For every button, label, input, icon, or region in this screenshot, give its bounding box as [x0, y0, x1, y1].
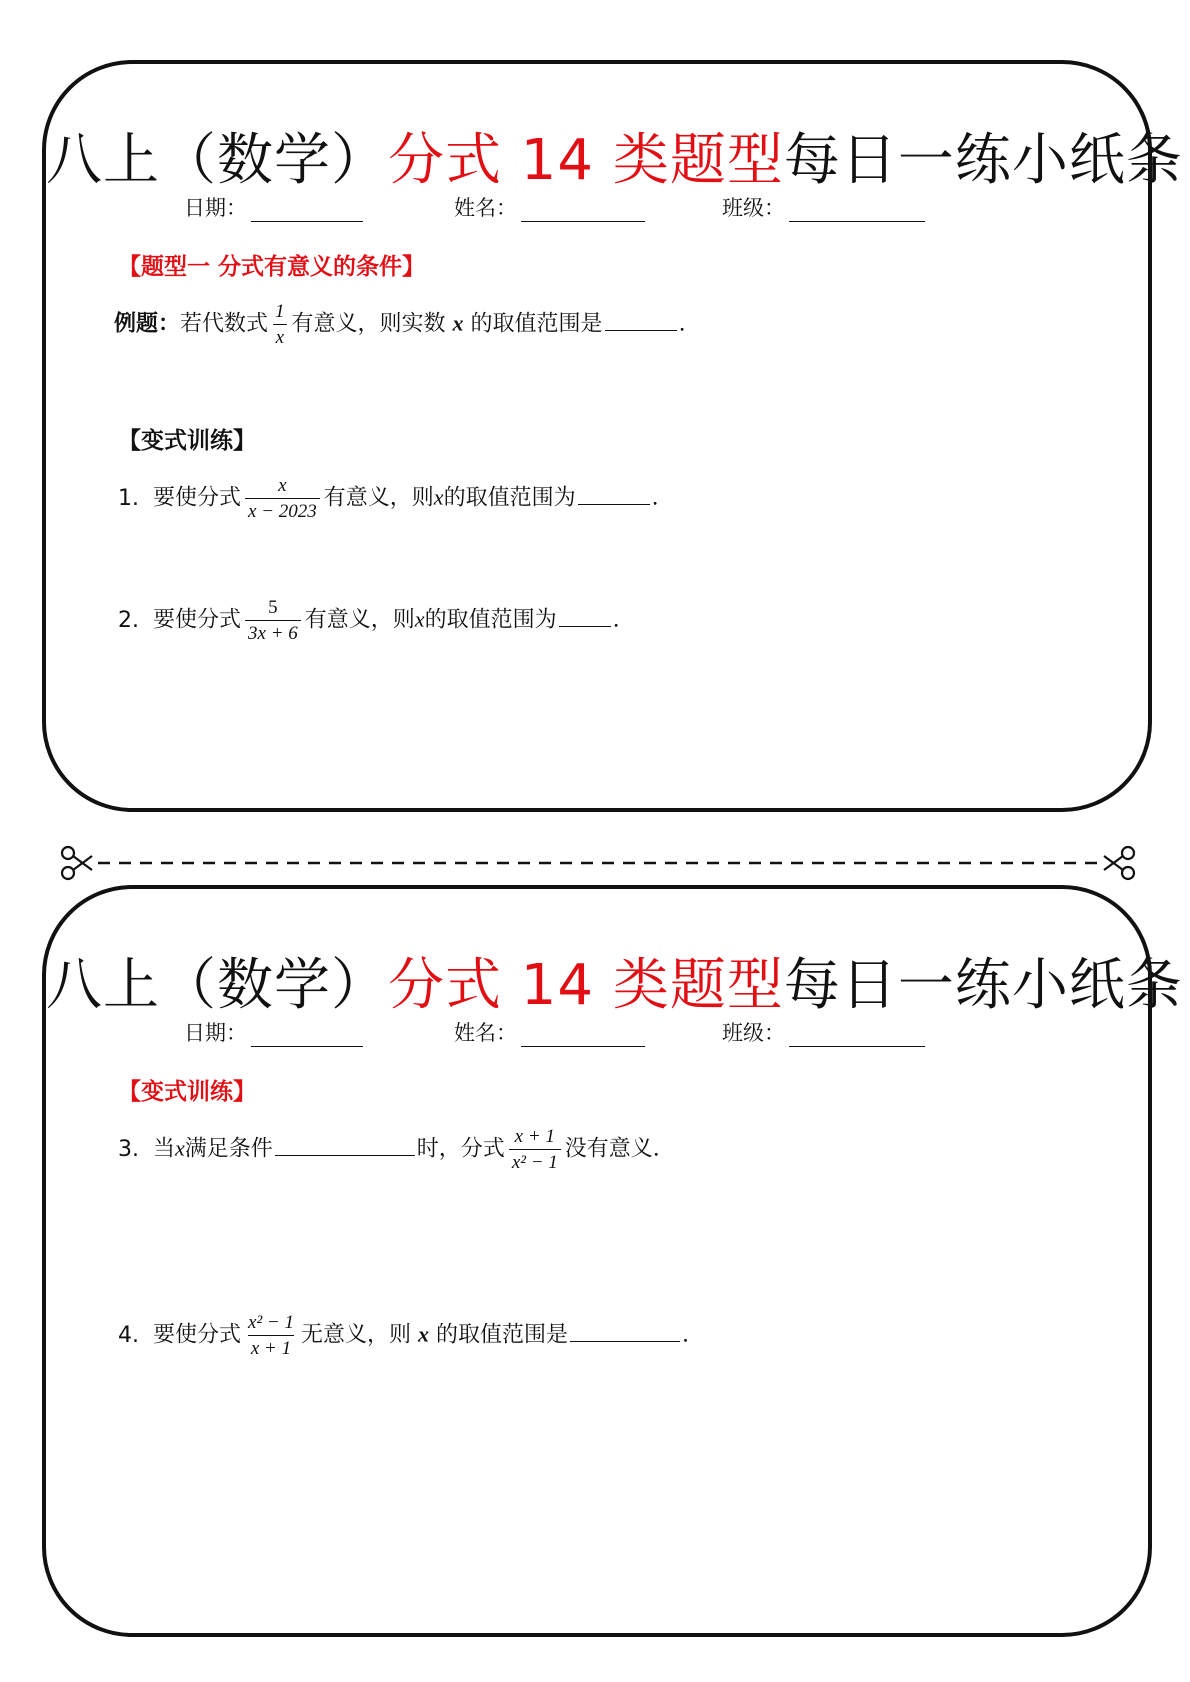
name-field[interactable]: 姓名：: [454, 192, 645, 222]
worksheet-title: [46, 941, 1183, 1021]
title-highlight: 分式 14 类题型: [388, 953, 784, 1018]
worksheet-card-2: [42, 885, 1183, 1637]
worksheet-card-1: [42, 60, 1183, 812]
title-suffix: 每日一练小纸条: [783, 128, 1183, 193]
title-suffix: 每日一练小纸条: [783, 953, 1183, 1018]
section-heading: 【题型一 分式有意义的条件】: [118, 254, 426, 280]
date-field[interactable]: 日期：: [184, 192, 363, 222]
question-2: 2. 要使分式 $\frac{5}{3x + 6}$ 有意义，则x的取值范围为 .: [118, 597, 620, 644]
name-field[interactable]: 姓名：: [454, 1017, 645, 1047]
example-question: 例题：若代数式 $\frac{1}{x}$ 有意义，则实数 x 的取值范围是 .: [114, 301, 686, 348]
question-4: 4. 要使分式 $\frac{\text{x² − 1}}{x + 1}$ 无意义，则 x 的取值范围是 .: [118, 1312, 689, 1359]
cut-line: [58, 843, 1138, 883]
class-field[interactable]: 班级：: [722, 192, 925, 222]
student-info-fields: [46, 192, 1148, 232]
scissors-icon-left: [62, 847, 92, 879]
class-field[interactable]: 班级：: [722, 1017, 925, 1047]
scissors-icon-right: [1104, 847, 1134, 879]
fraction: $\frac{x + 1}{\text{x² − 1}}$: [509, 1127, 561, 1172]
practice-heading: 【变式训练】: [118, 1079, 256, 1105]
answer-blank[interactable]: [605, 310, 677, 331]
answer-blank[interactable]: [275, 1135, 415, 1156]
answer-blank[interactable]: [559, 606, 611, 627]
title-prefix: 八上（数学）: [46, 128, 388, 193]
question-1: 1. 要使分式 $\frac{x}{x - 2023}$ 有意义，则x的取值范围为 .: [118, 475, 659, 522]
date-field[interactable]: 日期：: [184, 1017, 363, 1047]
worksheet-title: [46, 116, 1183, 196]
student-info-fields: [46, 1017, 1148, 1057]
title-prefix: 八上（数学）: [46, 953, 388, 1018]
fraction: $\frac{5}{3x + 6}$: [245, 598, 301, 643]
question-3: 3. 当x满足条件 时，分式 $\frac{x + 1}{\text{x² − 1}}$ 没有意义.: [118, 1126, 660, 1173]
practice-heading: 【变式训练】: [118, 428, 256, 454]
fraction: $\frac{1}{x}$: [272, 302, 288, 347]
answer-blank[interactable]: [570, 1321, 680, 1342]
fraction: $\frac{x}{x - 2023}$: [245, 476, 320, 521]
answer-blank[interactable]: [578, 484, 650, 505]
title-highlight: 分式 14 类题型: [388, 128, 784, 193]
fraction: $\frac{\text{x² − 1}}{x + 1}$: [248, 1312, 294, 1359]
